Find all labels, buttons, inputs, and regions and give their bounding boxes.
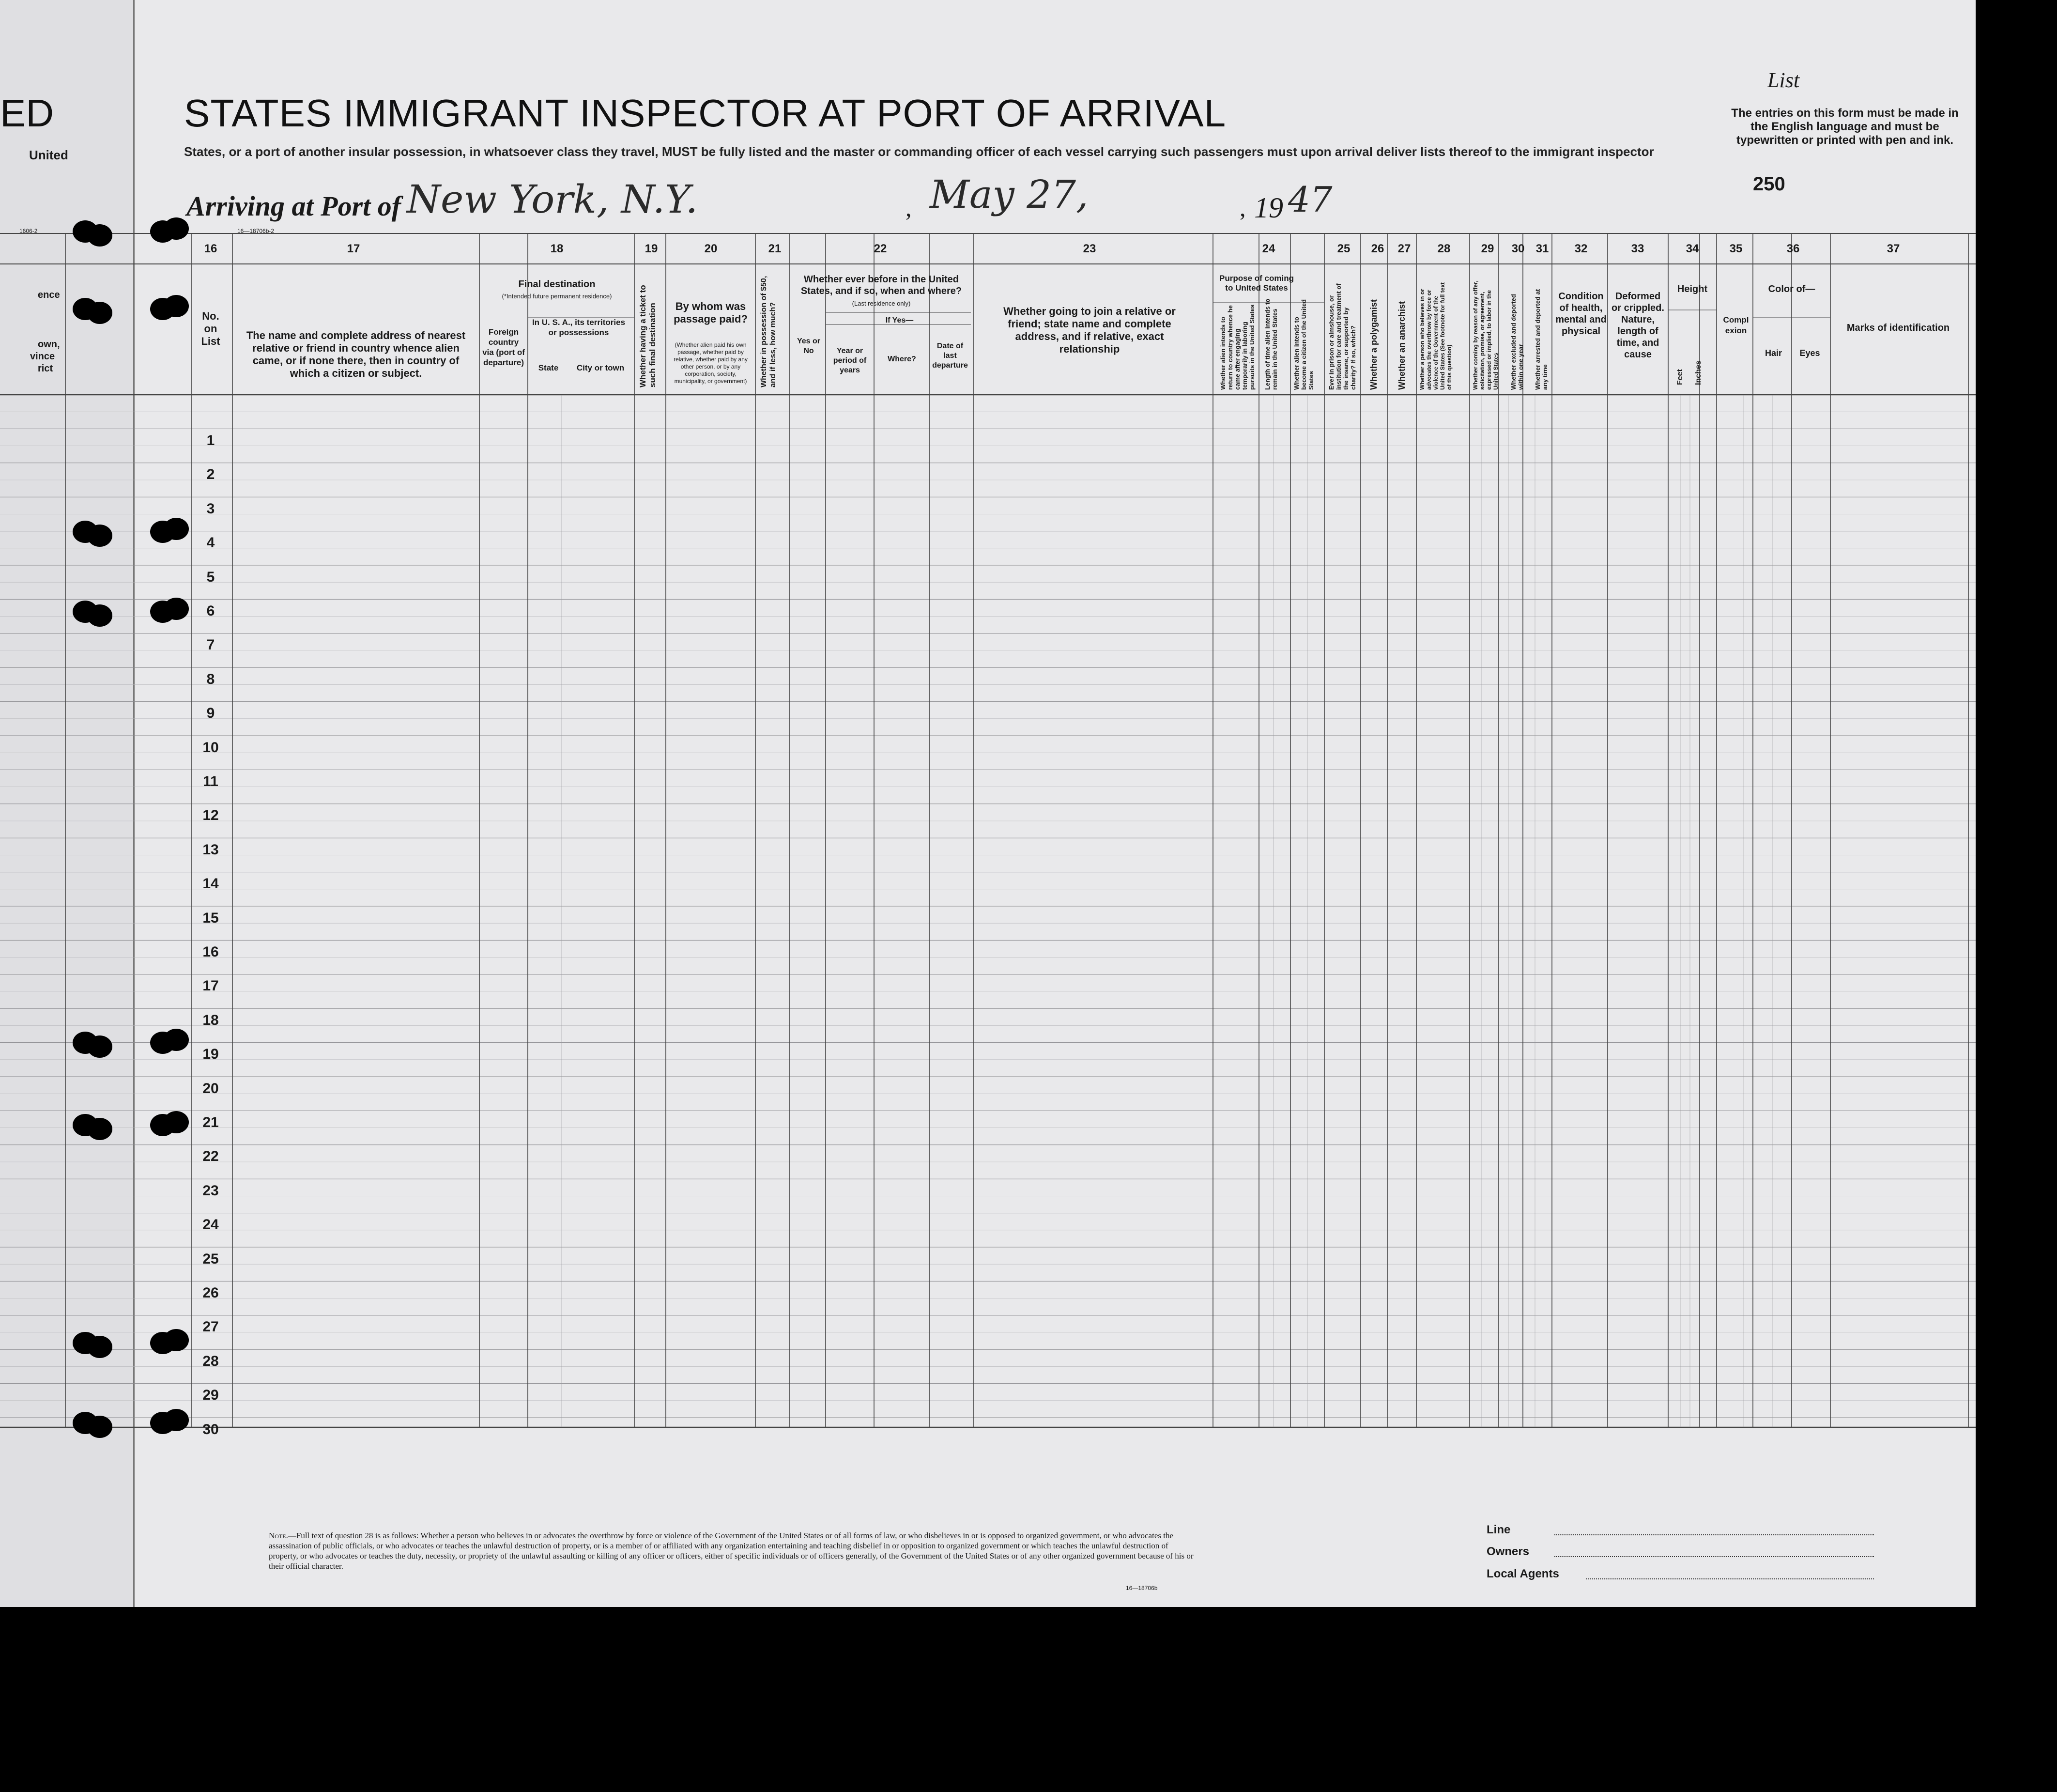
comma-mark: , [906,194,912,221]
date-handwritten: May 27, [930,172,1089,217]
row-number: 16 [202,944,219,960]
colnum-24: 24 [1262,242,1275,255]
header-if-yes: If Yes— [885,316,914,324]
row-number: 13 [202,841,219,858]
punch-hole [164,1029,189,1051]
row-number: 2 [206,466,215,483]
punch-hole [87,224,112,247]
colnum-29: 29 [1481,242,1494,255]
row-number: 1 [206,433,215,448]
header-eyes: Eyes [1799,348,1820,358]
form-code-left: 1606-2 [19,228,38,234]
colnum-30: 30 [1511,242,1525,255]
punch-hole [87,302,112,324]
colnum-33: 33 [1631,242,1644,255]
page-subtitle: States, or a port of another insular possession, in whatsoever class they travel, MUST be fully listed and the master or commanding officer of each vessel carrying such passengers must upon arrival deliver lists thereof to the immigrant inspector [184,144,1654,159]
colnum-18: 18 [550,242,564,255]
colnum-25: 25 [1337,242,1351,255]
row-number: 11 [203,773,218,789]
colnum-21: 21 [768,242,782,255]
header-polygamist: Whether a polygamist [1369,299,1379,390]
left-fragment-united: United [29,148,68,162]
punch-hole [164,217,189,240]
row-number: 23 [202,1182,219,1199]
header-no-on-list: No. on List [201,310,220,347]
header-color-of: Color of— [1768,284,1815,294]
punch-hole [87,1035,112,1058]
instructions: The entries on this form must be made in the English language and must be typewritten or printed with pen and ink. [1731,107,1959,147]
line-field [1554,1534,1874,1535]
header-last-residence: (Last residence only) [852,300,911,307]
colnum-26: 26 [1371,242,1384,255]
local-agents-label: Local Agents [1487,1567,1559,1580]
row-number: 14 [202,876,219,892]
colnum-35: 35 [1729,242,1743,255]
row-number: 18 [202,1012,219,1028]
row-number: 12 [202,807,219,824]
header-where: Where? [888,355,916,363]
header-prison: Ever in prison or almshouse, or institution for care and treatment of the insane, or supported by charity? If so, which? [1328,283,1357,390]
header-labor-offer: Whether coming by reason of any offer, solicitation, promise, or agreement, expressed or implied, to labor in the United States [1472,280,1499,390]
punch-hole [164,1409,189,1431]
row-number: 19 [202,1046,219,1063]
colnum-23: 23 [1083,242,1096,255]
form-code: 16—18706b-2 [237,228,275,234]
row-number: 27 [202,1319,219,1335]
colnum-34: 34 [1686,242,1699,255]
footnote-text: —Full text of question 28 is as follows: Whether a person who believes in or advocates the overthrow by force or violence of the Government of the United States or of all forms of law, or who disbelieves in or is opposed to organized government, or who advocates the assassination of public officials, or who advocates or teaches the unlawful destruction of property, or is a member of or affiliated with any organization entertaining and teaching disbelief in or opposition to organized government or which teaches the unlawful destruction of property, or who advocates or teaches the duty, necessity, or propriety of the unlawful assaulting or killing of any officer or officers, either of specific individuals or of officers generally, of the Government of the United States or of any other organized government because of his or their official character. [269,1531,1194,1571]
header-hair: Hair [1765,348,1782,358]
header-health: Condition of health, mental and physical [1555,291,1607,337]
colnum-27: 27 [1397,242,1411,255]
row-number: 20 [202,1080,219,1097]
header-passage-paid-sub: (Whether alien paid his own passage, whether paid by relative, whether paid by any other person, or by any corporation, society, municipality, or government) [674,341,748,385]
row-number: 15 [202,910,219,926]
fragment-own: own, [38,339,60,350]
colnum-37: 37 [1887,242,1900,255]
row-number: 24 [202,1217,219,1233]
punch-hole [87,525,112,547]
row-number: 8 [206,671,215,687]
header-date-last-departure: Date of last departure [932,342,968,370]
punch-hole [87,1416,112,1438]
comma-mark-2: , [1240,194,1246,221]
colnum-20: 20 [704,242,718,255]
colnum-36: 36 [1786,242,1800,255]
punch-hole [164,1329,189,1351]
colnum-22: 22 [874,242,887,255]
row-number: 26 [202,1285,219,1301]
owners-label: Owners [1487,1545,1530,1558]
row-number: 7 [206,637,215,653]
row-number: 6 [206,603,215,619]
header-anarchist: Whether an anarchist [1397,301,1407,390]
row-number: 25 [202,1251,219,1267]
colnum-17: 17 [347,242,360,255]
arriving-label: Arriving at Port of [186,190,401,222]
port-handwritten: New York, N.Y. [407,177,698,222]
header-inches: Inches [1694,360,1703,385]
header-marks: Marks of identification [1846,323,1950,333]
punch-hole [164,518,189,540]
row-number: 17 [202,978,219,994]
header-arrested: Whether arrested and deported at any time [1534,289,1549,390]
row-number: 29 [202,1387,219,1404]
header-purpose: Purpose of coming to United States [1219,274,1294,293]
header-final-destination: Final destination [518,279,596,290]
header-city: City or town [576,363,625,372]
local-agents-field [1586,1578,1874,1579]
list-label: List [1767,68,1800,92]
header-yes-or-no: Yes or No [797,337,821,355]
header-fifty-dollars: Whether in possession of $50, and if less, how much? [760,276,777,387]
header-height: Height [1677,284,1708,294]
fragment-rict: rict [38,363,53,374]
punch-hole [164,598,189,620]
page-title: STATES IMMIGRANT INSPECTOR AT PORT OF ARRIVAL [184,92,1227,135]
row-number: 28 [202,1353,219,1369]
colnum-31: 31 [1535,242,1549,255]
row-number: 22 [202,1148,219,1165]
footnote-label: Note. [269,1531,288,1540]
header-ticket: Whether having a ticket to such final destination [638,285,657,387]
row-number: 4 [206,535,215,551]
header-deformed: Deformed or crippled. Nature, length of time, and cause [1612,291,1664,360]
list-number: 250 [1753,173,1785,195]
punch-hole [87,604,112,627]
row-number: 21 [202,1114,219,1130]
header-passage-paid: By whom was passage paid? [674,300,748,325]
line-label: Line [1487,1523,1511,1536]
header-feet: Feet [1676,369,1684,385]
colnum-32: 32 [1574,242,1588,255]
punch-hole [87,1118,112,1140]
fragment-vince: vince [30,351,55,362]
fragment-ence: ence [38,290,60,300]
header-final-destination-sub: (*Intended future permanent residence) [502,293,612,300]
punch-hole [164,295,189,317]
header-purpose-citizen: Whether alien intends to become a citizen of the United States [1293,299,1315,390]
row-number: 30 [202,1421,219,1437]
colnum-16: 16 [204,242,217,255]
header-purpose-return: Whether alien intends to return to country whence he came after engaging temporarily in laboring pursuits in the United States [1219,304,1256,390]
header-in-usa: In U. S. A., its territories or possessions [532,318,626,337]
header-state: State [538,363,559,372]
header-going-to-join: Whether going to join a relative or friend; state name and complete address, and if relative, exact relationship [1003,305,1176,355]
row-number: 5 [206,569,215,585]
header-complexion: Complexion [1723,315,1749,335]
header-purpose-length: Length of time alien intends to remain in the United States [1264,298,1278,390]
title-fragment: ED [0,92,54,135]
punch-hole [87,1336,112,1358]
colnum-28: 28 [1437,242,1451,255]
footnote [269,1530,1198,1571]
header-year-or-period: Year or period of years [833,347,867,374]
row-number: 10 [202,739,219,756]
header-foreign-country: Foreign country via (port of departure) [482,327,525,367]
header-ever-before-in-us: Whether ever before in the United States, and if so, when and where? [800,274,962,296]
header-excluded: Whether excluded and deported within one year [1510,294,1524,390]
year-handwritten: 47 [1288,179,1333,220]
footer-code: 16—18706b [1126,1585,1158,1591]
punch-hole [164,1111,189,1133]
owners-field [1554,1556,1874,1557]
colnum-19: 19 [645,242,658,255]
year-printed: 19 [1254,192,1283,224]
row-number: 3 [206,500,215,517]
header-overthrow: Whether a person who believes in or advocates the overthrow by force or violence of the Government of the United States (See footnote for full text of this question) [1419,282,1453,390]
row-number: 9 [206,705,215,722]
header-nearest-relative: The name and complete address of nearest relative or friend in country whence alien came, or if none there, then in country of which a citizen or subject. [246,329,466,379]
